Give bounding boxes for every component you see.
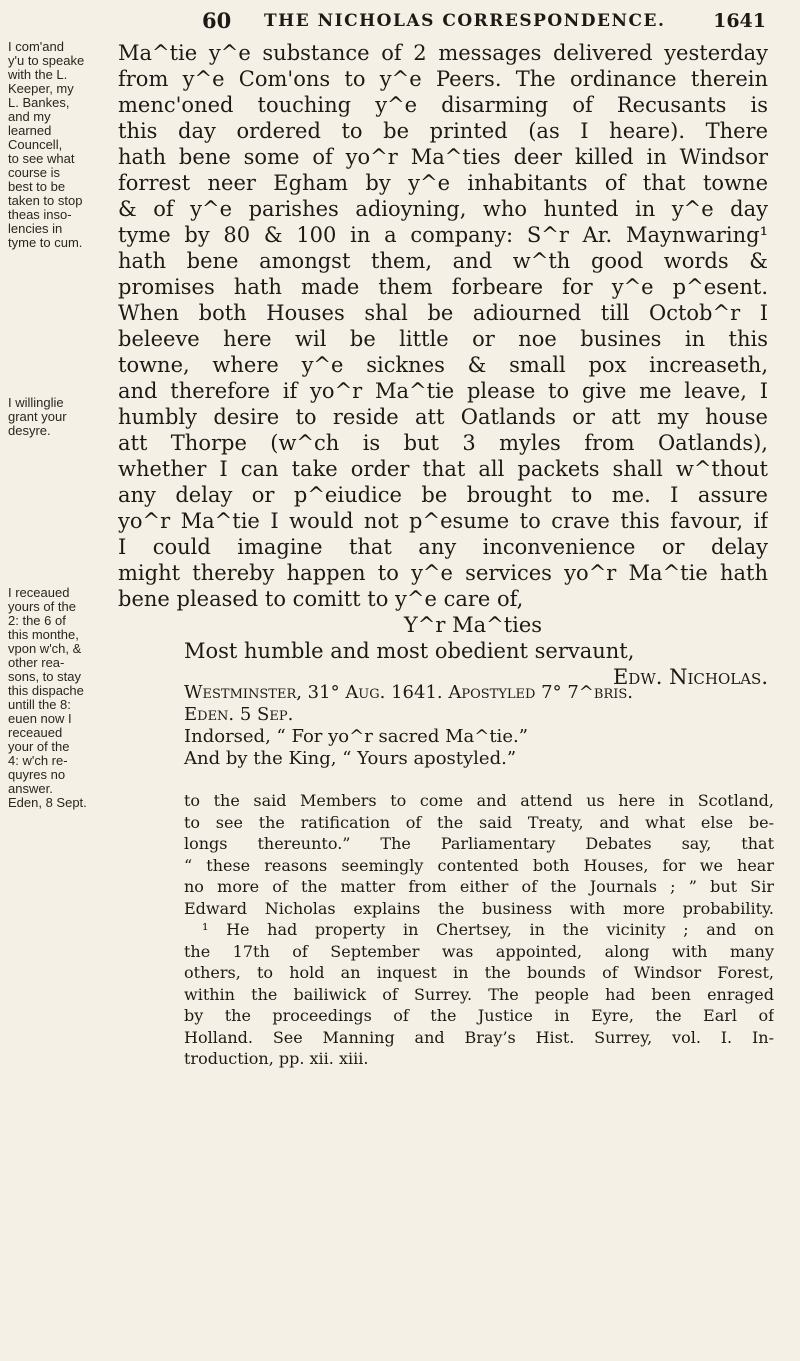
letter-line: humbly desire to reside att Oatlands or att my house (118, 405, 768, 429)
letter-line: any delay or p^eiudice be brought to me. I assure (118, 483, 768, 507)
letter-line: from y^e Com'ons to y^e Peers. The ordinance therein (118, 67, 768, 91)
margin-note-line: 4: w'ch re- (8, 753, 68, 768)
letter-line: and therefore if yo^r Ma^tie please to give me leave, I (118, 379, 768, 403)
margin-note-line: other rea- (8, 655, 65, 670)
margin-note-line: learned (8, 123, 52, 138)
footnote-line: within the bailiwick of Surrey. The people had been enraged (184, 984, 774, 1004)
footnote-line: to the said Members to come and attend us here in Scotland, (184, 791, 774, 810)
letter-line: tyme by 80 & 100 in a company: S^r Ar. Maynwaring¹ (118, 223, 768, 247)
letter-line: forrest neer Egham by y^e inhabitants of that towne (118, 171, 768, 195)
dateline-text: Westminster, 31° Aug. 1641. Apostyled 7° 7^bris. (184, 682, 633, 703)
margin-note-line: quyres no (8, 767, 66, 782)
margin-note-line: L. Bankes, (8, 95, 70, 110)
letter-line: promises hath made them forbeare for y^e p^esent. (118, 275, 768, 299)
margin-note-line: Councell, (8, 137, 63, 152)
margin-note-line: tyme to cum. (8, 235, 83, 250)
indorsed-line: Indorsed, “ For yo^r sacred Ma^tie.” (184, 726, 528, 747)
letter-line: I could imagine that any inconvenience or delay (118, 535, 768, 559)
footnote-line: to see the ratification of the said Treaty, and what else be- (184, 812, 774, 832)
letter-line: Ma^tie y^e substance of 2 messages delivered yesterday (118, 41, 768, 65)
footnote-line: the 17th of September was appointed, along with many (184, 941, 774, 961)
margin-note-line: desyre. (8, 423, 51, 438)
margin-note-line: this dispache (8, 683, 84, 698)
margin-note-line: Eden, 8 Sept. (8, 795, 87, 810)
letter-line: this day ordered to be printed (as I heare). There (118, 119, 768, 143)
letter-line: bene pleased to comitt to y^e care of, (118, 587, 524, 611)
margin-note-line: answer. (8, 781, 53, 796)
margin-note-line: and my (8, 109, 51, 124)
letter-line: & of y^e parishes adioyning, who hunted in y^e day (118, 197, 768, 221)
page-number: 60 (202, 8, 232, 33)
letter-line: might thereby happen to y^e services yo^r Ma^tie hath (118, 561, 768, 585)
margin-note-line: untill the 8: (8, 697, 71, 712)
footnote-line: longs thereunto.” The Parliamentary Debates say, that (184, 834, 774, 853)
footnote-line: Holland. See Manning and Bray’s Hist. Surrey, vol. I. In- (184, 1027, 774, 1047)
footnotes (184, 790, 774, 1070)
margin-note-line: theas inso- (8, 207, 72, 222)
subscription: Most humble and most obedient servaunt, (184, 639, 635, 663)
margin-note-line: I willinglie (8, 395, 64, 410)
dateline (184, 682, 774, 704)
margin-note-line: y'u to speake (8, 53, 85, 68)
margin-note-line: grant your (8, 409, 67, 424)
margin-note-line: receaued (8, 725, 63, 740)
margin-note-line: best to be (8, 179, 66, 194)
margin-note-line: I receaued (8, 585, 70, 600)
margin-note-line: euen now I (8, 711, 72, 726)
margin-note-line: vpon w'ch, & (8, 641, 82, 656)
margin-note-line: I com'and (8, 39, 64, 54)
footnote-line: ¹ He had property in Chertsey, in the vicinity ; and on (202, 920, 774, 939)
letter-line: whether I can take order that all packets shall w^thout (118, 457, 768, 481)
margin-note-line: taken to stop (8, 193, 83, 208)
margin-note-line: yours of the (8, 599, 76, 614)
letter-line: beleeve here wil be little or noe busines in this (118, 327, 768, 351)
margin-note-line: 2: the 6 of (8, 613, 66, 628)
salutation: Y^r Ma^ties (403, 613, 543, 637)
margin-note-line: with the L. (8, 67, 68, 82)
letter-line: hath bene some of yo^r Ma^ties deer killed in Windsor (118, 145, 768, 169)
header-year: 1641 (713, 10, 766, 32)
footnote-line: “ these reasons seemingly contented both Houses, for we hear (184, 855, 774, 875)
signature: Edw. Nicholas. (612, 665, 768, 689)
margin-note-line: this monthe, (8, 627, 79, 642)
margin-note-line: course is (8, 165, 61, 180)
margin-note-line: sons, to stay (8, 669, 81, 684)
letter-body (118, 40, 768, 689)
letter-line: towne, where y^e sicknes & small pox increaseth, (118, 353, 768, 377)
king-line: And by the King, “ Yours apostyled.” (184, 748, 517, 769)
running-title: THE NICHOLAS CORRESPONDENCE. (264, 11, 666, 31)
eden-line: Eden. 5 Sep. (184, 704, 294, 725)
running-header (30, 6, 766, 38)
letter-line: att Thorpe (w^ch is but 3 myles from Oatlands), (118, 431, 768, 455)
margin-note-line: lencies in (8, 221, 63, 236)
margin-note-line: Keeper, my (8, 81, 74, 96)
footnote-line: by the proceedings of the Justice in Eyre, the Earl of (184, 1006, 774, 1025)
footnote-line: no more of the matter from either of the Journals ; ” but Sir (184, 877, 774, 896)
letter-line: When both Houses shal be adiourned till Octob^r I (118, 301, 768, 325)
footnote-line: troduction, pp. xii. xiii. (184, 1049, 369, 1068)
margin-note-line: to see what (8, 151, 75, 166)
footnote-line: Edward Nicholas explains the business with more probability. (184, 898, 774, 918)
margin-note-line: your of the (8, 739, 70, 754)
footnote-line: others, to hold an inquest in the bounds of Windsor Forest, (184, 963, 774, 982)
letter-line: menc'oned touching y^e disarming of Recusants is (118, 93, 768, 117)
letter-line: hath bene amongst them, and w^th good words & (118, 249, 768, 273)
letter-line: yo^r Ma^tie I would not p^esume to crave this favour, if (118, 509, 768, 533)
